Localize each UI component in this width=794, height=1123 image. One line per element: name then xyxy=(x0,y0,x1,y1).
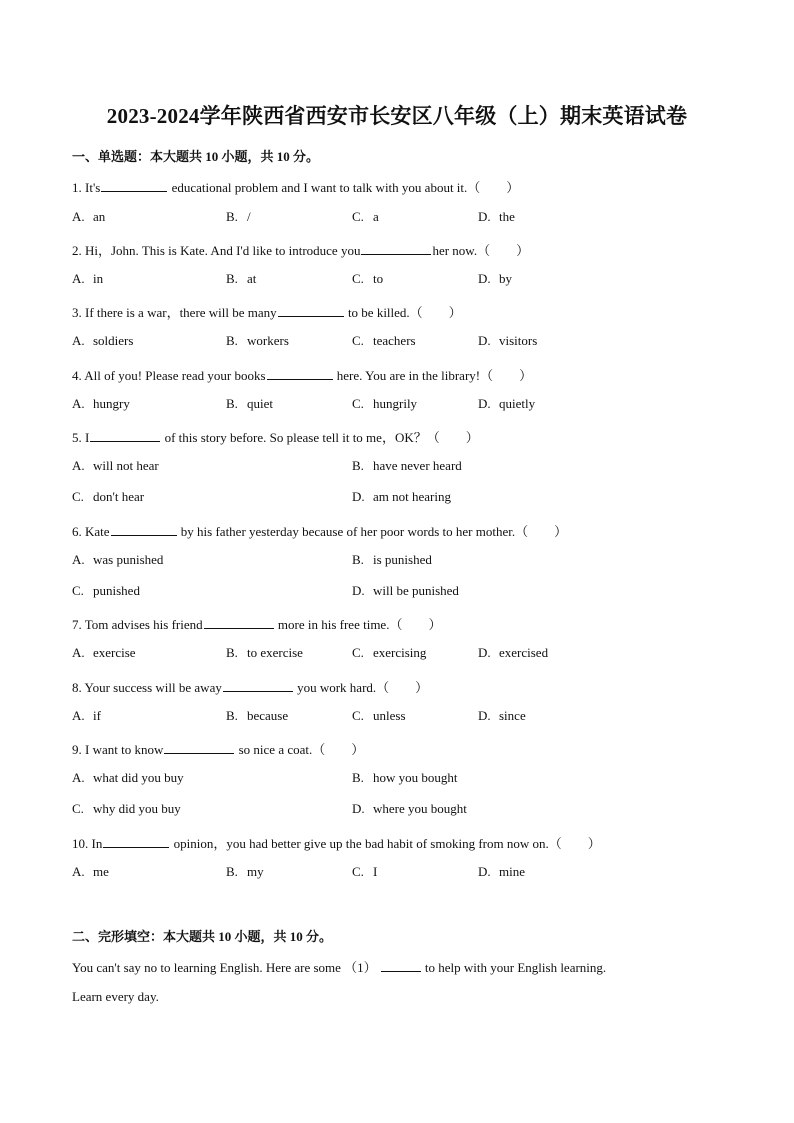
option-d xyxy=(352,489,451,505)
option-a xyxy=(72,708,101,724)
cloze-text-before: You can't say no to learning English. Here are some （1） xyxy=(72,960,377,975)
option-d xyxy=(478,333,537,349)
cloze-text-after: to help with your English learning. xyxy=(421,960,607,975)
option-row xyxy=(72,801,722,819)
answer-blank xyxy=(90,429,160,442)
section-2-heading: 二、完形填空：本大题共 10 小题，共 10 分。 xyxy=(72,929,333,944)
option-text: / xyxy=(247,209,251,224)
option-letter: A. xyxy=(72,552,85,567)
option-letter: A. xyxy=(72,458,85,473)
option-text: teachers xyxy=(373,333,416,348)
option-letter: B. xyxy=(226,864,238,879)
answer-blank xyxy=(101,179,167,192)
question-text-after: more in his free time.（ ） xyxy=(274,617,442,632)
option-text: how you bought xyxy=(373,770,458,785)
option-text: unless xyxy=(373,708,406,723)
option-b xyxy=(226,333,289,349)
option-letter: A. xyxy=(72,271,85,286)
option-a xyxy=(72,209,105,225)
option-text: a xyxy=(373,209,379,224)
option-text: was punished xyxy=(93,552,164,567)
question-10 xyxy=(72,833,601,852)
option-text: why did you buy xyxy=(93,801,181,816)
option-letter: D. xyxy=(478,708,491,723)
answer-blank xyxy=(103,835,169,848)
option-text: have never heard xyxy=(373,458,462,473)
option-text: in xyxy=(93,271,104,286)
option-letter: A. xyxy=(72,333,85,348)
option-row xyxy=(72,708,722,726)
option-row xyxy=(72,864,722,882)
question-text-before: 7. Tom advises his friend xyxy=(72,617,203,632)
option-letter: D. xyxy=(352,583,365,598)
question-6 xyxy=(72,521,567,540)
option-text: I xyxy=(373,864,378,879)
option-letter: C. xyxy=(352,209,364,224)
option-text: exercise xyxy=(93,645,136,660)
question-7 xyxy=(72,614,441,633)
question-text-before: 1. It's xyxy=(72,180,101,195)
option-text: because xyxy=(247,708,289,723)
option-d xyxy=(478,396,535,412)
question-text-after: you work hard.（ ） xyxy=(293,680,429,695)
question-text-before: 5. I xyxy=(72,430,90,445)
option-letter: B. xyxy=(226,708,238,723)
option-b xyxy=(352,770,458,786)
option-text: visitors xyxy=(499,333,538,348)
option-row xyxy=(72,209,722,227)
option-letter: A. xyxy=(72,864,85,879)
option-letter: D. xyxy=(478,864,491,879)
question-text-after: to be killed.（ ） xyxy=(344,305,462,320)
option-d xyxy=(478,708,526,724)
option-letter: D. xyxy=(478,209,491,224)
option-text: what did you buy xyxy=(93,770,184,785)
option-a xyxy=(72,333,133,349)
option-text: if xyxy=(93,708,101,723)
question-text-before: 6. Kate xyxy=(72,524,110,539)
option-d xyxy=(352,801,467,817)
option-row xyxy=(72,458,722,476)
option-row xyxy=(72,583,722,601)
question-text-after: opinion，you had better give up the bad habit of smoking from now on.（ ） xyxy=(170,836,601,851)
option-b xyxy=(226,645,303,661)
option-letter: C. xyxy=(72,489,84,504)
answer-blank xyxy=(111,523,177,536)
option-b xyxy=(226,209,251,225)
option-text: am not hearing xyxy=(373,489,451,504)
question-text-after: so nice a coat.（ ） xyxy=(235,742,365,757)
option-letter: D. xyxy=(478,333,491,348)
cloze-line-2: Learn every day. xyxy=(72,989,159,1004)
option-letter: C. xyxy=(352,864,364,879)
option-letter: B. xyxy=(352,552,364,567)
option-letter: A. xyxy=(72,396,85,411)
cloze-line-1 xyxy=(72,957,606,976)
question-5 xyxy=(72,427,479,446)
option-text: exercising xyxy=(373,645,427,660)
option-b xyxy=(226,396,273,412)
option-text: is punished xyxy=(373,552,432,567)
option-b xyxy=(226,708,288,724)
option-c xyxy=(352,271,383,287)
option-a xyxy=(72,645,136,661)
option-text: to xyxy=(373,271,384,286)
option-a xyxy=(72,271,103,287)
option-letter: C. xyxy=(352,645,364,660)
option-letter: A. xyxy=(72,645,85,660)
question-text-after: by his father yesterday because of her poor words to her mother.（ ） xyxy=(177,524,568,539)
option-letter: A. xyxy=(72,708,85,723)
option-d xyxy=(352,583,459,599)
option-d xyxy=(478,209,515,225)
question-2 xyxy=(72,240,529,259)
option-text: an xyxy=(93,209,106,224)
option-c xyxy=(352,333,416,349)
option-text: at xyxy=(247,271,257,286)
question-text-before: 4. All of you! Please read your books xyxy=(72,368,266,383)
option-d xyxy=(478,864,525,880)
cloze-blank xyxy=(381,959,421,972)
option-text: since xyxy=(499,708,526,723)
question-text-after: here. You are in the library!（ ） xyxy=(333,368,533,383)
option-b xyxy=(226,864,264,880)
option-c xyxy=(72,583,140,599)
option-row xyxy=(72,770,722,788)
question-text-before: 10. In xyxy=(72,836,103,851)
option-text: will not hear xyxy=(93,458,159,473)
option-text: where you bought xyxy=(373,801,467,816)
option-letter: A. xyxy=(72,770,85,785)
option-row xyxy=(72,333,722,351)
option-b xyxy=(352,458,462,474)
option-letter: B. xyxy=(226,645,238,660)
option-c xyxy=(72,801,181,817)
option-a xyxy=(72,552,163,568)
option-letter: C. xyxy=(352,396,364,411)
option-letter: B. xyxy=(226,333,238,348)
option-c xyxy=(352,645,426,661)
answer-blank xyxy=(278,304,344,317)
option-letter: C. xyxy=(352,271,364,286)
option-text: exercised xyxy=(499,645,549,660)
option-text: by xyxy=(499,271,512,286)
option-letter: D. xyxy=(478,645,491,660)
option-letter: C. xyxy=(352,708,364,723)
option-letter: B. xyxy=(352,458,364,473)
option-text: soldiers xyxy=(93,333,134,348)
option-a xyxy=(72,770,184,786)
question-1 xyxy=(72,177,519,196)
option-c xyxy=(352,396,417,412)
option-row xyxy=(72,489,722,507)
option-letter: A. xyxy=(72,209,85,224)
option-text: punished xyxy=(93,583,140,598)
option-d xyxy=(478,271,512,287)
option-b xyxy=(352,552,432,568)
question-8 xyxy=(72,677,428,696)
option-d xyxy=(478,645,548,661)
option-c xyxy=(352,209,379,225)
question-text-after: educational problem and I want to talk with you about it.（ ） xyxy=(168,180,520,195)
option-text: the xyxy=(499,209,515,224)
question-4 xyxy=(72,365,532,384)
option-row xyxy=(72,552,722,570)
option-letter: B. xyxy=(226,209,238,224)
question-text-before: 2. Hi，John. This is Kate. And I'd like to introduce you xyxy=(72,243,361,258)
option-a xyxy=(72,396,130,412)
question-text-before: 8. Your success will be away xyxy=(72,680,222,695)
answer-blank xyxy=(204,616,274,629)
option-text: hungry xyxy=(93,396,130,411)
question-3 xyxy=(72,302,462,321)
option-letter: D. xyxy=(352,489,365,504)
option-c xyxy=(352,864,377,880)
option-text: to exercise xyxy=(247,645,303,660)
option-c xyxy=(72,489,144,505)
option-letter: D. xyxy=(478,271,491,286)
option-text: will be punished xyxy=(373,583,459,598)
question-text-after: of this story before. So please tell it to me，OK？（ ） xyxy=(161,430,479,445)
option-letter: D. xyxy=(478,396,491,411)
option-text: my xyxy=(247,864,264,879)
option-text: hungrily xyxy=(373,396,418,411)
option-row xyxy=(72,271,722,289)
question-9 xyxy=(72,739,364,758)
option-c xyxy=(352,708,406,724)
option-text: quietly xyxy=(499,396,536,411)
option-letter: B. xyxy=(352,770,364,785)
option-row xyxy=(72,396,722,414)
option-text: workers xyxy=(247,333,289,348)
option-text: quiet xyxy=(247,396,273,411)
section-1-heading: 一、单选题：本大题共 10 小题，共 10 分。 xyxy=(72,149,320,164)
option-a xyxy=(72,458,159,474)
option-text: me xyxy=(93,864,109,879)
option-letter: C. xyxy=(72,801,84,816)
question-text-before: 9. I want to know xyxy=(72,742,164,757)
option-row xyxy=(72,645,722,663)
option-b xyxy=(226,271,256,287)
answer-blank xyxy=(164,741,234,754)
option-letter: B. xyxy=(226,396,238,411)
answer-blank xyxy=(223,679,293,692)
option-text: don't hear xyxy=(93,489,145,504)
answer-blank xyxy=(361,242,431,255)
page-title: 2023-2024学年陕西省西安市长安区八年级（上）期末英语试卷 xyxy=(106,104,688,128)
option-letter: C. xyxy=(72,583,84,598)
option-letter: D. xyxy=(352,801,365,816)
option-letter: B. xyxy=(226,271,238,286)
option-letter: C. xyxy=(352,333,364,348)
question-text-before: 3. If there is a war，there will be many xyxy=(72,305,277,320)
option-a xyxy=(72,864,109,880)
question-text-after: her now.（ ） xyxy=(432,243,530,258)
option-text: mine xyxy=(499,864,525,879)
answer-blank xyxy=(267,367,333,380)
